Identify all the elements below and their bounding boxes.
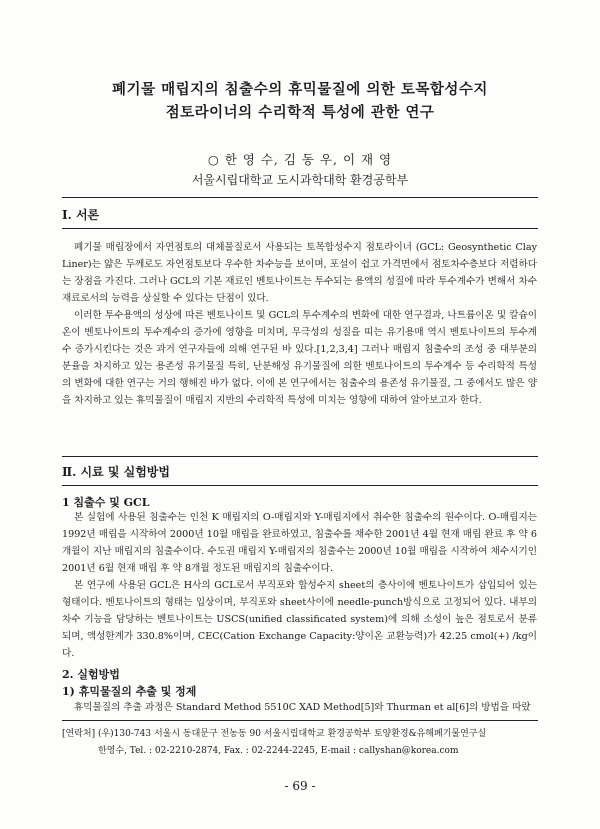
- page-number: - 69 -: [284, 779, 316, 793]
- footer-line-2: 한영수, Tel. : 02-2210-2874, Fax. : 02-2244-2245, E-mail : callyshan@korea.com: [98, 746, 459, 756]
- divider: [62, 456, 538, 457]
- footer-line-1: [연락처] (우)130-743 서울시 동대문구 전농동 90 서울시립대학교 환경공학부 토양환경&유해폐기물연구실: [62, 729, 487, 739]
- paper-title-line2: 점토라이너의 수리학적 특성에 관한 연구: [165, 104, 435, 121]
- divider: [62, 197, 538, 198]
- section-heading-intro: Ⅰ. 서론: [62, 208, 100, 222]
- section-heading-methods: Ⅱ. 시료 및 실험방법: [62, 465, 170, 479]
- intro-paragraph-1: 폐기물 매립장에서 자연점토의 대체물질로서 사용되는 토목합성수지 점토라이너 (GCL: Geosynthetic Clay Liner)는 얇은 두께로도 자연점토보다 우수한 차수능을 보이며, 포설이 쉽고 가격면에서 점토차수층보다 저렴하다는 장점을 가진다. 그러나 GCL의 기본 재료인 벤토나이트는 투수되는 용액의 성질에 따라 투수계수가 변해서 차수재료로서의 능력을 상실할 수 있다는 단점이 있다.: [62, 242, 537, 304]
- intro-paragraph-2: 이러한 투수용액의 성상에 따른 벤토나이트 및 GCL의 투수계수의 변화에 대한 연구결과, 나트륨이온 및 칼슘이온이 벤토나이트의 투수계수의 증가에 영향을 미치며, 무극성의 성질을 띠는 유기용매 역시 벤토나이트의 투수계수 증가시킨다는 것은 과거 연구자들에 의해 연구된 바 있다.[1,2,3,4] 그러나 매립지 침출수의 조성 중 대부분의 분율을 차지하고 있는 용존성 유기물질 특히, 난분해성 유기물질에 의한 벤토나이트의 투수계수 등 수리학적 특성의 변화에 대한 연구는 거의 행해진 바가 없다. 이에 본 연구에서는 침출수의 용존성 유기물질, 그 중에서도 많은 양을 차지하고 있는 휴믹물질이 매립지 지반의 수리학적 특성에 미치는 영향에 대하여 알아보고자 한다.: [62, 310, 537, 406]
- affiliation: 서울시립대학교 도시과학대학 환경공학부: [191, 173, 409, 187]
- methods-paragraph-2: 본 연구에 사용된 GCL은 H사의 GCL로서 부직포와 합성수지 sheet의 층사이에 벤토나이트가 삽입되어 있는 형태이다. 벤토나이트의 형태는 입상이며, 부직포와 sheet사이에 needle-punch방식으로 고정되어 있다. 내부의 차수 기능을 담당하는 벤토나이트는 USCS(unified classificated system)에 의해 소성이 높은 점토로서 분류되며, 액성한계가 330.8%이며, CEC(Cation Exchange Capacity:양이온 교환능력)가 42.25 cmol(+) /kg이다.: [62, 580, 537, 659]
- contact-footer: [62, 726, 538, 760]
- methods-paragraph-1: 본 실험에 사용된 침출수는 인천 K 매립지의 O-매립지와 Y-매립지에서 취수한 침출수의 원수이다. O-매립지는 1992년 매립을 시작하여 2000년 10월 매립을 완료하였고, 침출수를 채수한 2001년 4월 현재 매립 완료 후 약 6개월이 지난 매립지의 침출수이다. 수도권 매립지 Y-매립지의 침출수는 2000년 10월 매립을 시작하여 채수시기인 2001년 6월 현재 매립 후 약 8개월 정도된 매립지의 침출수이다.: [62, 512, 537, 574]
- methods-paragraph-3: 휴믹물질의 추출 과정은 Standard Method 5510C XAD Method[5]와 Thurman et al[6]의 방법을 따랐: [74, 702, 531, 713]
- divider: [62, 228, 538, 229]
- authors: ○ 한 영 수, 김 동 우, 이 재 영: [207, 152, 393, 167]
- subsection-heading-leachate: 1 침출수 및 GCL: [62, 496, 150, 509]
- subsection-heading-extraction: 1) 휴믹물질의 추출 및 정제: [62, 685, 197, 698]
- subsection-heading-methods: 2. 실험방법: [62, 668, 120, 681]
- footer-divider: [62, 720, 538, 721]
- paper-title-line1: 폐기물 매립지의 침출수의 휴믹물질에 의한 토목합성수지: [112, 81, 488, 98]
- divider: [62, 485, 538, 486]
